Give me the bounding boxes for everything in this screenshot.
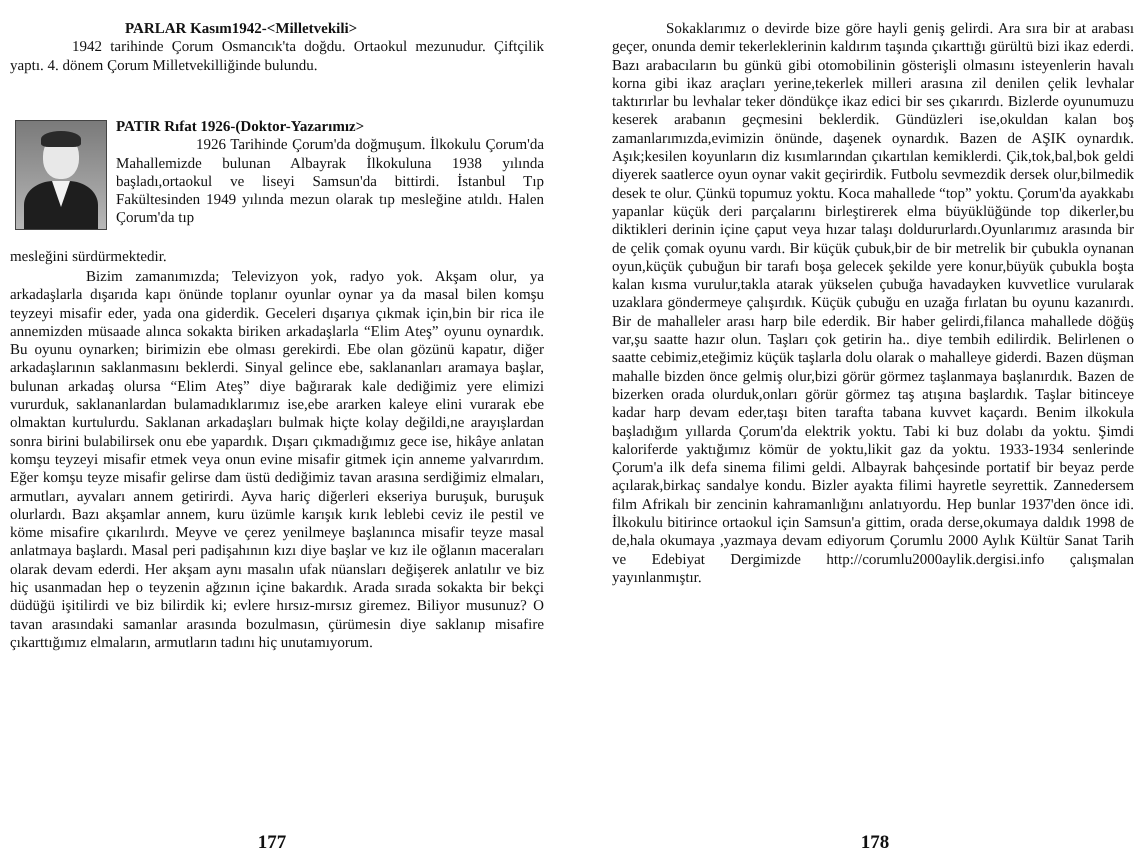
left-main-text — [10, 268, 544, 652]
right-page — [612, 0, 1134, 866]
entry-text-patir: 1926 Tarihinde Çorum'da doğmuşum. İlkokulu Çorum'da Mahallemizde bulunan Albayrak İlkokuluna 1938 yılında başladı,ortaokul ve liseyi Samsun'da bittirdi. İstanbul Tıp Fakültesinden 1949 yılında mezun olarak tıp mesleğine atıldı. Halen Çorum'da tıp — [116, 137, 544, 227]
page-number-right: 178 — [860, 832, 890, 853]
portrait-hair — [41, 131, 81, 147]
portrait-photo — [15, 120, 107, 230]
entry-tail-patir — [10, 248, 544, 266]
left-main-paragraph: Bizim zamanımızda; Televizyon yok, radyo yok. Akşam olur, ya arkadaşlarla dışarıda kapı önünde toplanır oyunlar oynar ya da masal bilen komşu teyzeyi misafir eder, yada ona giderdik. Geceleri dışarıya çıkmak için,bin bir rica ile annemizden müsaade alınca sokakta biriken arkadaşlarla “Elim Ateş” oyunu oynardık. Bu oyunu oynarken; birimizin ebe olması gerekirdi. Ebe olan gözünü kapatır, diğer arkadaşlarının saklanmasını beklerdi. Sinyal gelince ebe, saklananları aramaya başlar, bulunan arkadaş olursa “Elim Ateş” diye bağırarak kale dediğimiz yere elimizi vururduk, saklananlardan bulamadıklarımız ise,ebe ararken kaleye elini vurarak ebe olmaktan kurtulurdu. Saklanan arkadaşları bulmak hiçte kolay değildi,ne arayışlardan sonra birini bulabilirsek onu ebe yapardık. Dışarı çıkmadığımız gece ise, hikâye anlatan komşu teyzeyi misafir etmek veya onun evine misafir gitmek için anneme yalvarırdım. Eğer komşu teyze misafir gelirse dam üstü dediğimiz tavan arasına serdiğimiz elmaları, armutları, ayvaları annem getirirdi. Ayva hariç diğerleri ekseriya buruşuk, buruşuk olurlardı. Bazı akşamlar annem, kuru üzümle karışık kırık leblebi ceviz ile pestil ve köme misafire çıkarılırdı. Meyve ve çerez yenilmeye başlanınca misafir teyze masal anlatmaya başlardı. Masal peri padişahının kızı diye başlar ve kız ile oğlanın maceraları olarak devam ederdi. Her akşam aynı masalın ufak nüansları değişerek anlatılır ve biz hiç usanmadan hep o teyzenin ağzının içine bakardık. Arada sırada sokakta bir bekçi düdüğü işitilirdi ve biz bilirdik ki; evlere hırsız-mırsız giremez. Biliyor musunuz? O tavan arasındaki samanlar arasında bozulmasın, çürümesin diye saklanıp misafire çıkarttığımız elmaların, armutların tadını hiç unutamıyorum. — [10, 269, 544, 651]
entry-tail-text: mesleğini sürdürmektedir. — [10, 249, 167, 265]
right-main-text — [612, 20, 1134, 587]
entry-patir — [10, 118, 544, 228]
entry-title-patir: PATIR Rıfat 1926-(Doktor-Yazarımız> — [116, 119, 365, 135]
entry-parlar — [10, 20, 544, 75]
entry-title-parlar: PARLAR Kasım1942-<Milletvekili> — [125, 21, 358, 37]
page-number-left: 177 — [257, 832, 287, 853]
entry-body-patir — [116, 118, 544, 228]
right-main-paragraph: Sokaklarımız o devirde bize göre hayli geniş gelirdi. Ara sıra bir at arabası geçer, onunda demir tekerleklerinin kaldırım taşında çıkarttığı gürültü bizi ikaz ederdi. Bazı arabacıların bu günkü gibi otomobilinin gösterişli olmasını isteyenlerin havalı korna gibi ikaz araçları yerine,tekerlek milleri arasına zil denilen çelik levhalar taktırırlar bu levhalar teker döndükçe ikaz edici bir ses çıkarırdı. Bizlerde oyunumuzu keserek arabanın geçmesini beklerdik. Gündüzleri ise,okuldan kalan boş zamanlarımızda,evimizin önünde, daşenek oynardık. Bazen de AŞIK oynardık. Aşık;kesilen koyunların diz kısımlarından çıkartılan kemiklerdi. Çik,tok,bal,bok geldi diyerek saatlerce oyun oynar vakit geçirirdik. Futbolu sevmezdik dersek olur,bilmedik desek te olur. Çünkü topumuz yoktu. Koca mahallede “top” yoktu. Çorum'da ayakkabı yapanlar küçük deri parçalarını birleştirerek elma büyüklüğünde top dikerler,bu diktikleri derinin içine çaput veya hızar talaşı doldururlardı.Oyunlarımız arasında bir de çelik çomak oyunu vardı. Bir küçük çubuk,bir de bir metrelik bir çubukla oynanan oyun,küçük çubuğun bir tarafı boşa gelecek şekilde yere konur,büyük çubukla boşta kalan kısma vurulur,takla atarak yükselen çubuğa havadayken kuvvetlice vurularak uzaklara göndermeye çalışırdık. Küçük çubuğu en uzağa fırlatan bu oyunu kazanırdı. Bir de mahalleler arası harp bile ederdik. Bir haber gelirdi,filanca mahallede döğüş var,şu saatte hazır olun. Taşları çok getirin ha.. diye tembih edilirdik. Belirlenen o saatte cebimiz,eteğimiz küçük taşlarla dolu olarak o mahalleye giderdi. Bazen düşman mahalle bizden önce gelmiş olur,bizi görür görmez taşlanmaya başlanırdık. Bazen de bizerken orada olurduk,onları görür görmez taş atışına başlardık. Taşlar bitinceye kadar harp devam eder,taşı biten tarafta tabana kuvvet kaçardı. Benim ilkokula başladığım yıllarda Çorum'da elektrik yoktu. Tabi ki buz dolabı da yoktu. Şimdi kaloriferde yaktığımız kömür de yoktu,likit gaz da yoktu. 1933-1934 senlerinde Çorum'a ilk defa sinema filimi geldi. Albayrak bahçesinde portatif bir beyaz perde açılarak,birkaç sandalye kondu. Bizler ayakta filimi hayretle seyrettik. Zannedersem film Afrikalı bir zencinin kahramanlığını anlatıyordu. Hep bunlar 1937'den önce idi. İlkokulu bitirince ortaokul için Samsun'a gittim, orada derse,okumaya daldık 1998 de de,hala okumaya ,yazmaya devam ediyorum Çorumlu 2000 Aylık Kültür Sanat Tarih ve Edebiyat Dergimizde http://corumlu2000aylik.dergisi.info çalışmalan yayınlanmıştır. — [612, 21, 1134, 586]
entry-text-parlar: 1942 tarihinde Çorum Osmancık'ta doğdu. Ortaokul mezunudur. Çiftçilik yaptı. 4. dönem Çorum Milletvekilliğinde bulundu. — [10, 39, 544, 74]
left-page — [10, 0, 544, 866]
